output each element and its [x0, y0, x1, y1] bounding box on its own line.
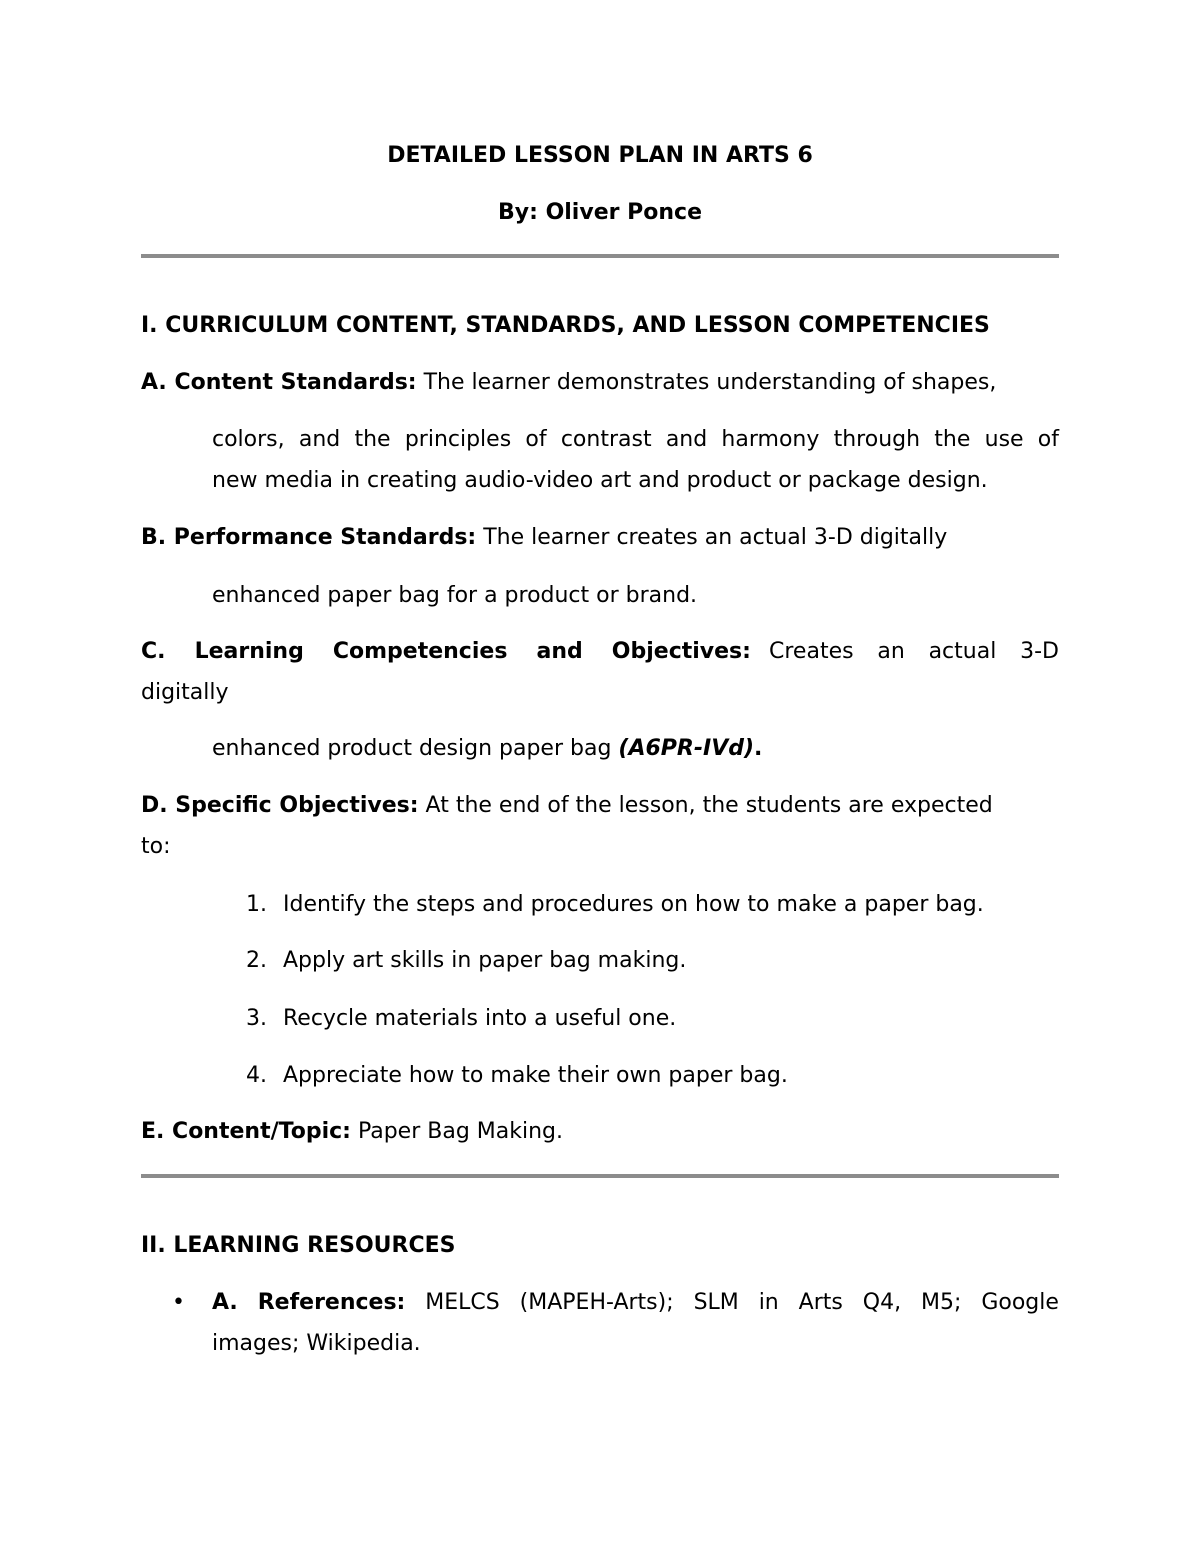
- specific-objectives-line-1: D. Specific Objectives: At the end of the lesson, the students are expected: [141, 793, 993, 818]
- objective-number: 1.: [246, 892, 267, 917]
- document-author: By: Oliver Ponce: [498, 200, 702, 225]
- objective-number: 4.: [246, 1063, 267, 1088]
- content-topic-line: E. Content/Topic: Paper Bag Making.: [141, 1119, 563, 1144]
- content-standards-line-1: A. Content Standards: The learner demonstrates understanding of shapes,: [141, 370, 997, 395]
- specific-objectives-line-1b: to:: [141, 834, 171, 859]
- references-line-1: A. References: MELCS (MAPEH-Arts); SLM in Arts Q4, M5; Google: [212, 1290, 1059, 1315]
- bullet-icon: •: [172, 1290, 185, 1315]
- objective-item: Apply art skills in paper bag making.: [283, 948, 687, 973]
- learning-competencies-line-2: enhanced product design paper bag (A6PR-IVd).: [212, 736, 763, 761]
- content-standards-line-3: new media in creating audio-video art and product or package design.: [212, 468, 988, 493]
- objective-item: Identify the steps and procedures on how to make a paper bag.: [283, 892, 984, 917]
- objective-item: Appreciate how to make their own paper bag.: [283, 1063, 788, 1088]
- learning-competencies-line-1b: digitally: [141, 680, 229, 705]
- content-topic-label: E. Content/Topic:: [141, 1119, 351, 1144]
- objective-number: 3.: [246, 1006, 267, 1031]
- performance-standards-line-2: enhanced paper bag for a product or brand.: [212, 583, 698, 608]
- learning-competencies-label-wrap: C. Learning Competencies and Objectives:: [141, 639, 751, 664]
- learning-competencies-text-wrap: Creates an actual 3-D: [769, 639, 1059, 664]
- section-1-heading: I. CURRICULUM CONTENT, STANDARDS, AND LESSON COMPETENCIES: [141, 313, 990, 338]
- learning-competencies-line-1: [141, 631, 1059, 672]
- content-standards-line-2: colors, and the principles of contrast and harmony through the use of: [212, 427, 1059, 452]
- content-standards-label: A. Content Standards:: [141, 370, 417, 395]
- document-title: DETAILED LESSON PLAN IN ARTS 6: [387, 143, 813, 168]
- objective-number: 2.: [246, 948, 267, 973]
- specific-objectives-label: D. Specific Objectives:: [141, 793, 419, 818]
- objective-item: Recycle materials into a useful one.: [283, 1006, 677, 1031]
- competency-code: (A6PR-IVd): [618, 736, 755, 761]
- middle-divider: [141, 1174, 1059, 1178]
- performance-standards-label: B. Performance Standards:: [141, 525, 477, 550]
- section-2-heading: II. LEARNING RESOURCES: [141, 1233, 456, 1258]
- performance-standards-line-1: B. Performance Standards: The learner creates an actual 3-D digitally: [141, 525, 948, 550]
- top-divider: [141, 254, 1059, 258]
- references-line-2: images; Wikipedia.: [212, 1331, 421, 1356]
